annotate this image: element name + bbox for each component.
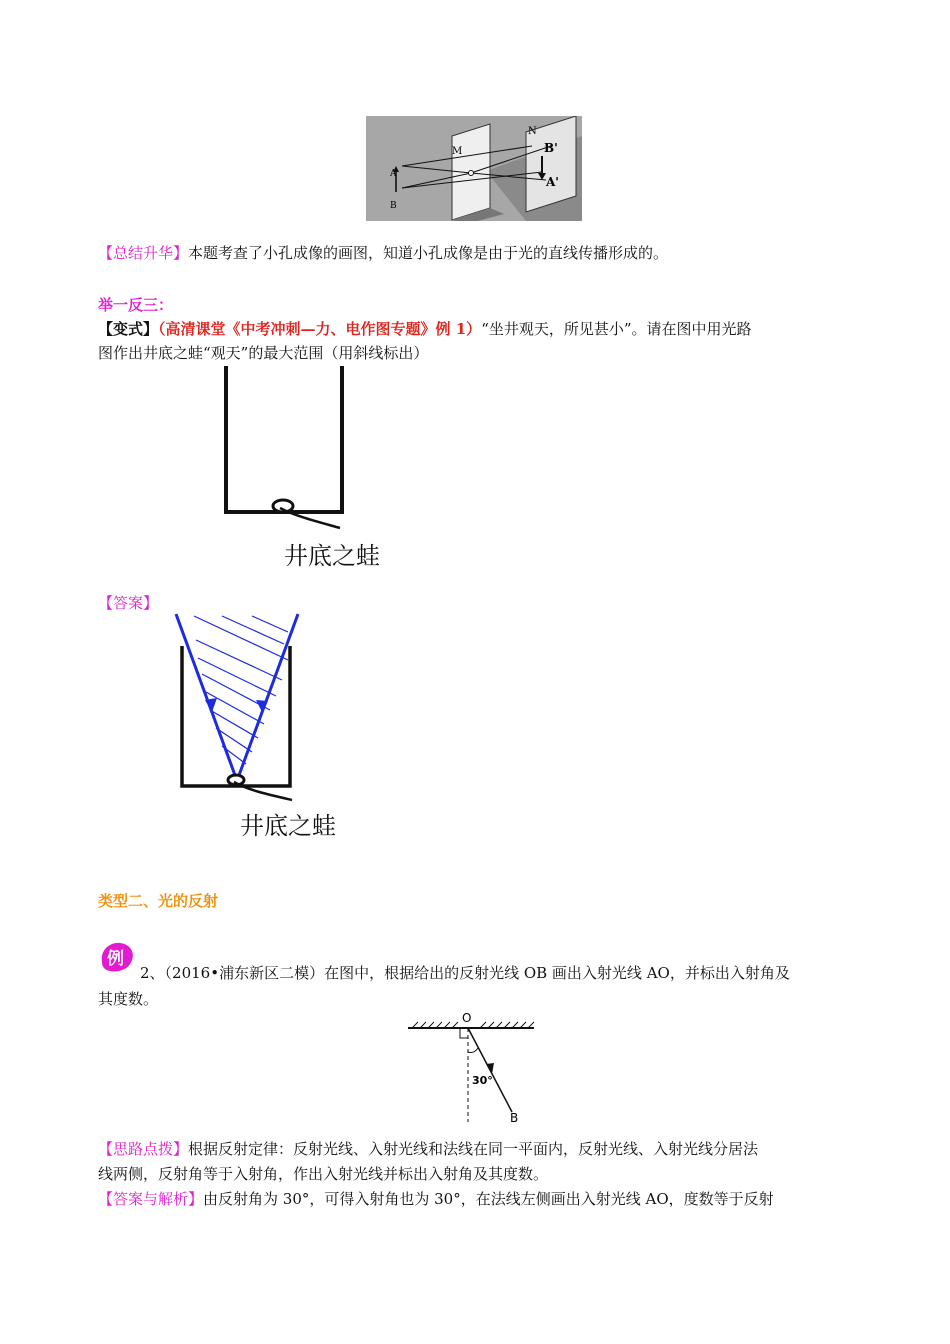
section2-question-2: 其度数。 — [98, 990, 159, 1008]
label-b-prime: B' — [544, 141, 558, 155]
label-a: A — [390, 169, 397, 179]
variant-source: （高清课堂《中考冲刺—力、电作图专题》例 1） — [158, 320, 482, 338]
example-badge-label: 例 — [107, 949, 124, 969]
section2-title: 类型二、光的反射 — [98, 892, 219, 910]
variant-line-1 — [98, 318, 752, 340]
example-badge — [98, 940, 136, 974]
well-caption: 井底之蛙 — [284, 542, 380, 570]
label-a-prime: A' — [546, 175, 559, 189]
variant-tag: 【变式】 — [98, 320, 159, 338]
solution-tag: 【答案与解析】 — [98, 1190, 204, 1208]
summary-tag: 【总结升华】 — [98, 244, 189, 262]
label-b: B — [390, 201, 397, 211]
hint-line-2: 线两侧，反射角等于入射角，作出入射光线并标出入射角及其度数。 — [98, 1165, 549, 1183]
answer-well-caption: 井底之蛙 — [240, 812, 336, 840]
variant-question-1: “坐井观天，所见甚小”。请在图中用光路 — [481, 320, 752, 338]
variant-line-2: 图作出井底之蛙“观天”的最大范围（用斜线标出） — [98, 344, 429, 362]
solution-text-1: 由反射角为 30°，可得入射角也为 30°，在法线左侧画出入射光线 AO，度数等于反射 — [203, 1190, 774, 1208]
answer-figure — [170, 612, 310, 802]
summary-text: 本题考查了小孔成像的画图，知道小孔成像是由于光的直线传播形成的。 — [188, 244, 669, 262]
angle-label: 30° — [472, 1074, 493, 1087]
point-b: B — [510, 1111, 519, 1125]
pinhole-imaging-figure — [366, 116, 582, 221]
section2-question-1: 2、（2016•浦东新区二模）在图中，根据给出的反射光线 OB 画出入射光线 AO，并标出入射角及 — [140, 964, 790, 982]
hint-text-1: 根据反射定律：反射光线、入射光线和法线在同一平面内，反射光线、入射光线分居法 — [188, 1140, 759, 1158]
label-n: N — [528, 126, 537, 137]
label-m: M — [452, 146, 463, 157]
answer-tag: 【答案】 — [98, 594, 159, 612]
point-o: O — [462, 1012, 472, 1025]
hint-line-1 — [98, 1138, 758, 1160]
solution-line-1 — [98, 1188, 774, 1210]
reflection-figure — [404, 1012, 544, 1128]
summary-line — [98, 242, 668, 264]
practice-heading: 举一反三： — [98, 296, 174, 314]
hint-tag: 【思路点拨】 — [98, 1140, 189, 1158]
